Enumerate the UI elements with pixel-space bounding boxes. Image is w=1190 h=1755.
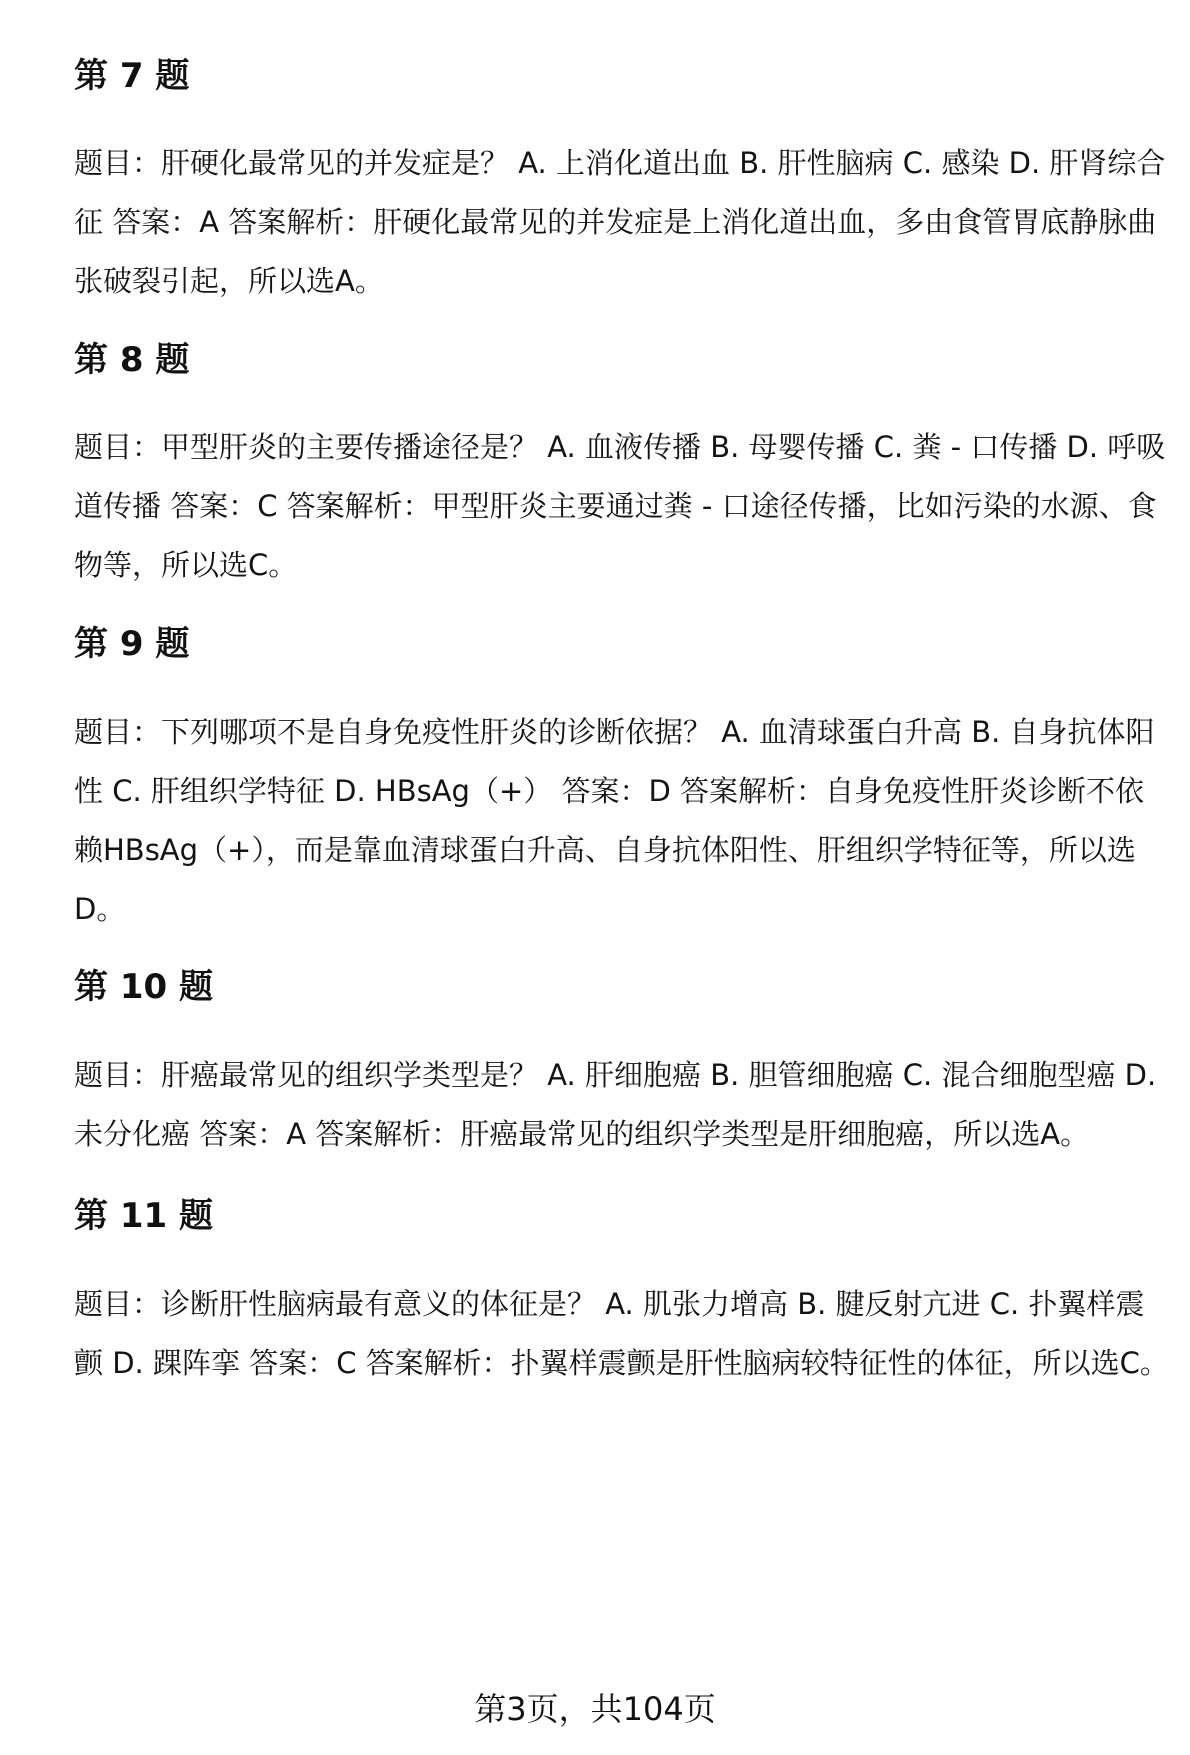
question-7-heading: 第 7 题: [74, 56, 190, 96]
page-number: 第3页，共104页: [474, 1690, 716, 1728]
question-9-text: 题目：下列哪项不是自身免疫性肝炎的诊断依据？ A. 血清球蛋白升高 B. 自身抗体阳性 C. 肝组织学特征 D. HBsAg（+） 答案：D 答案解析：自身免疫性肝炎诊断不依赖HBsAg（+），而是靠血清球蛋白升高、自身抗体阳性、肝组织学特征等，所以选D。: [74, 715, 1155, 926]
question-11-text: 题目：诊断肝性脑病最有意义的体征是？ A. 肌张力增高 B. 腱反射亢进 C. 扑翼样震颤 D. 踝阵挛 答案：C 答案解析：扑翼样震颤是肝性脑病较特征性的体征，所以选C。: [74, 1287, 1169, 1380]
question-10-heading: 第 10 题: [74, 967, 213, 1007]
question-10-text: 题目：肝癌最常见的组织学类型是？ A. 肝细胞癌 B. 胆管细胞癌 C. 混合细胞型癌 D. 未分化癌 答案：A 答案解析：肝癌最常见的组织学类型是肝细胞癌，所以选A。: [74, 1058, 1157, 1151]
question-8-text: 题目：甲型肝炎的主要传播途径是？ A. 血液传播 B. 母婴传播 C. 粪 - 口传播 D. 呼吸道传播 答案：C 答案解析：甲型肝炎主要通过粪 - 口途径传播，比如污染的水源、食物等，所以选C。: [74, 430, 1166, 582]
question-11-heading: 第 11 题: [74, 1196, 213, 1236]
question-8-heading: 第 8 题: [74, 340, 190, 380]
question-7-text: 题目：肝硬化最常见的并发症是？ A. 上消化道出血 B. 肝性脑病 C. 感染 D. 肝肾综合征 答案：A 答案解析：肝硬化最常见的并发症是上消化道出血，多由食管胃底静脉曲张破裂引起，所以选A。: [74, 146, 1166, 298]
question-9-heading: 第 9 题: [74, 624, 190, 664]
